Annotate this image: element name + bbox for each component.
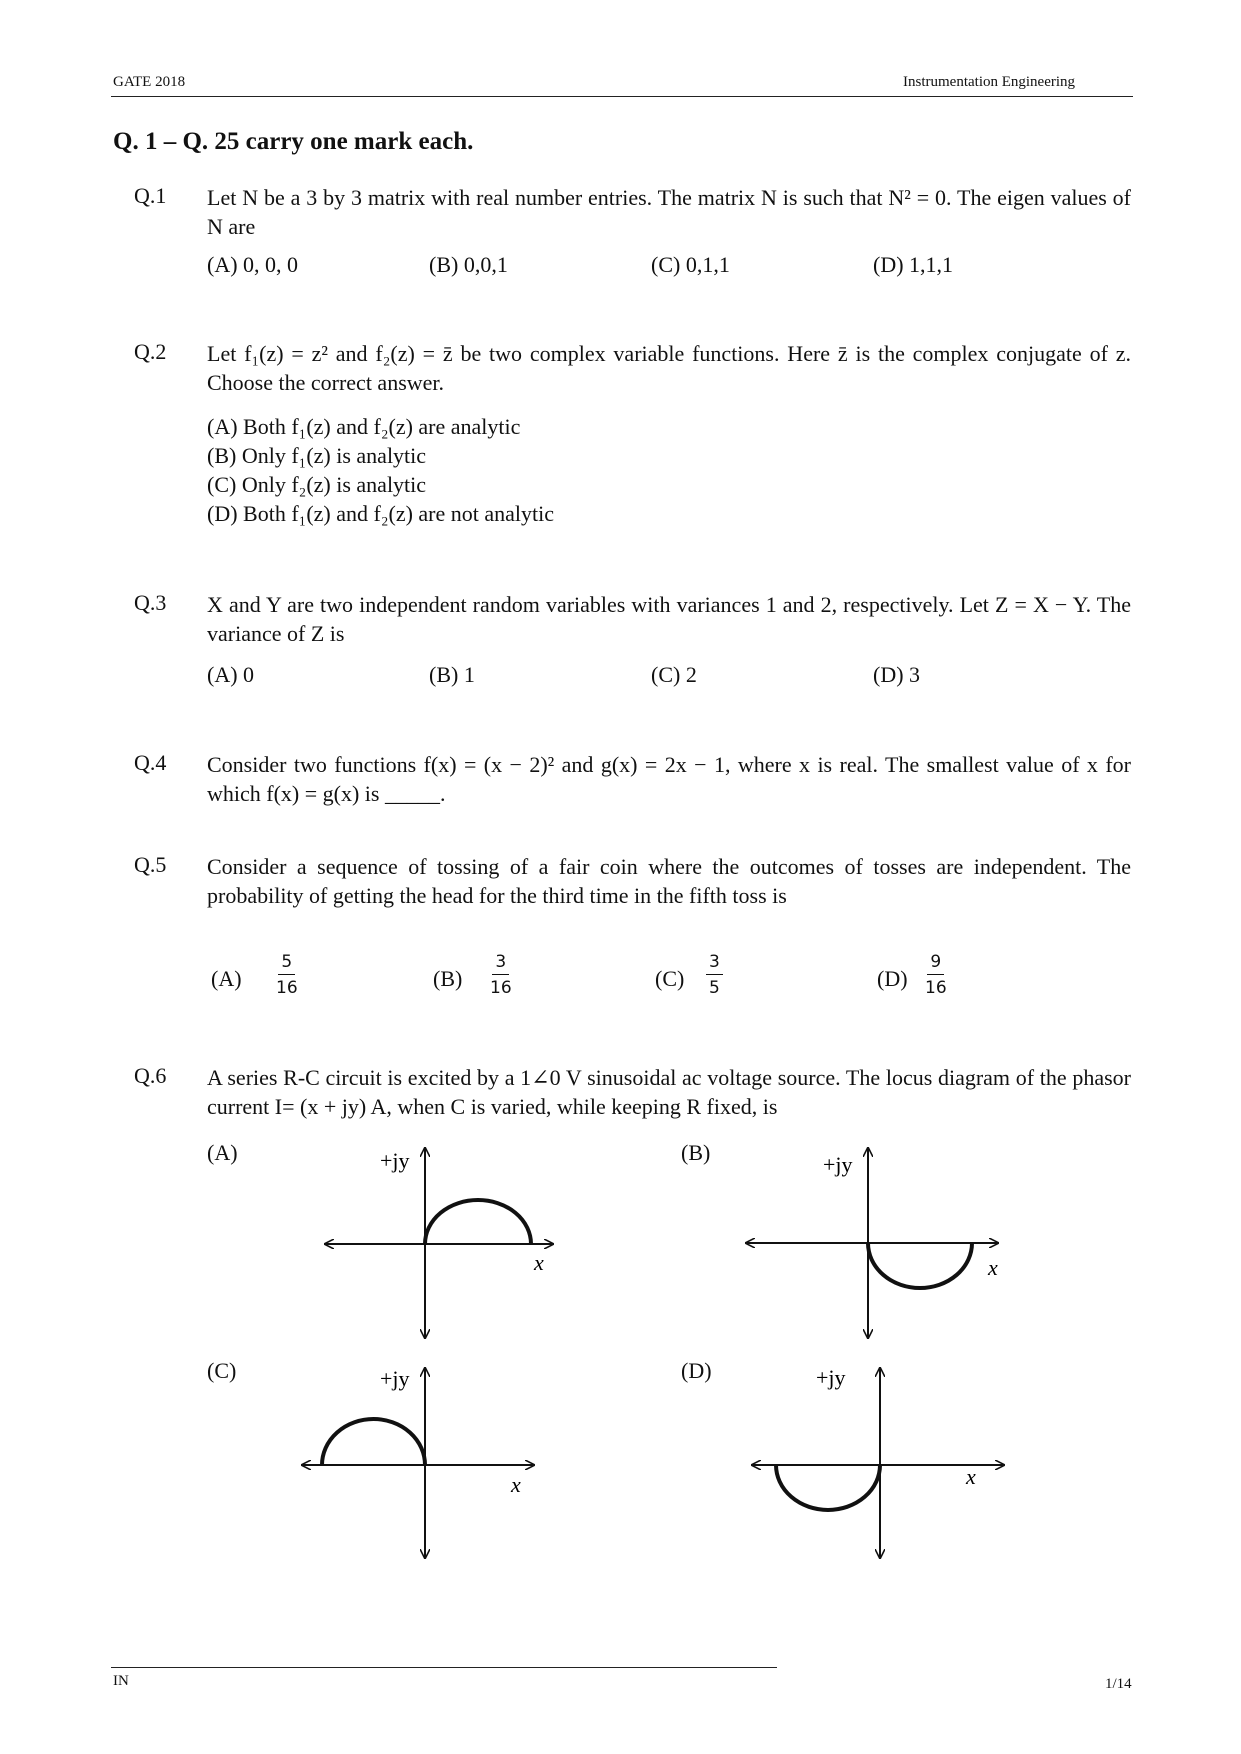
q6-diagram-d-y-label: +jy bbox=[816, 1365, 846, 1390]
q6-number: Q.6 bbox=[134, 1063, 167, 1088]
q4-number: Q.4 bbox=[134, 750, 167, 775]
q3-option-c[interactable]: (C) 2 bbox=[651, 662, 697, 687]
header-left: GATE 2018 bbox=[113, 74, 186, 90]
q2-text: Let f₁(z) = z² and f₂(z) = z̄ be two complex variable functions. Here z̄ is the complex conjugate of z. Choose the correct answer. bbox=[207, 341, 1131, 395]
q6-diagram-a[interactable] bbox=[325, 1148, 553, 1338]
q5-option-d-denominator: 16 bbox=[925, 978, 947, 998]
q6-diagram-d-locus bbox=[776, 1465, 880, 1510]
q3-option-a[interactable]: (A) 0 bbox=[207, 662, 255, 687]
q1-option-b[interactable]: (B) 0,0,1 bbox=[429, 252, 508, 277]
q6-diagram-b[interactable] bbox=[746, 1148, 998, 1338]
q5-option-b-label[interactable]: (B) bbox=[433, 966, 463, 991]
q6-option-c-label[interactable]: (C) bbox=[207, 1358, 237, 1383]
q6-diagram-a-locus bbox=[425, 1200, 531, 1244]
q5-text: Consider a sequence of tossing of a fair coin where the outcomes of tosses are independent. The probability of getting the head for the third time in the fifth toss is bbox=[207, 854, 1131, 908]
q5-option-c-denominator: 5 bbox=[709, 978, 720, 998]
q3-number: Q.3 bbox=[134, 590, 167, 615]
q2-option-d[interactable]: (D) Both f₁(z) and f₂(z) are not analytic bbox=[207, 501, 555, 526]
q3-option-b[interactable]: (B) 1 bbox=[429, 662, 475, 687]
footer-page-number: 1/14 bbox=[1105, 1676, 1132, 1692]
q2-option-b[interactable]: (B) Only f₁(z) is analytic bbox=[207, 443, 427, 468]
q5-option-d-label[interactable]: (D) bbox=[877, 966, 908, 991]
q1-text: Let N be a 3 by 3 matrix with real number entries. The matrix N is such that N² = 0. The eigen values of N are bbox=[207, 185, 1131, 239]
q1-option-c[interactable]: (C) 0,1,1 bbox=[651, 252, 730, 277]
q5-option-a-numerator: 5 bbox=[278, 952, 295, 975]
q6-diagram-d-x-label: x bbox=[966, 1464, 976, 1489]
q6-diagram-c-x-label: x bbox=[511, 1472, 521, 1497]
q6-option-b-label[interactable]: (B) bbox=[681, 1140, 711, 1165]
q5-number: Q.5 bbox=[134, 852, 167, 877]
q2-option-a[interactable]: (A) Both f₁(z) and f₂(z) are analytic bbox=[207, 414, 521, 439]
q6-diagram-a-y-label: +jy bbox=[380, 1148, 410, 1173]
q1-option-d[interactable]: (D) 1,1,1 bbox=[873, 252, 954, 277]
q6-diagram-d[interactable] bbox=[752, 1365, 1004, 1558]
footer-left: IN bbox=[113, 1673, 129, 1689]
q6-diagram-b-x-label: x bbox=[988, 1255, 998, 1280]
q2-option-c[interactable]: (C) Only f₂(z) is analytic bbox=[207, 472, 427, 497]
q6-diagram-c-locus bbox=[322, 1419, 425, 1465]
q5-option-b-denominator: 16 bbox=[490, 978, 512, 998]
q6-diagram-c-y-label: +jy bbox=[380, 1366, 410, 1391]
header-right: Instrumentation Engineering bbox=[903, 74, 1076, 90]
q2-number: Q.2 bbox=[134, 339, 167, 364]
q3-option-d[interactable]: (D) 3 bbox=[873, 662, 921, 687]
q6-diagram-a-x-label: x bbox=[534, 1250, 544, 1275]
q5-option-a-denominator: 16 bbox=[276, 978, 298, 998]
q5-option-c-numerator: 3 bbox=[706, 952, 723, 975]
footer-rule bbox=[111, 1667, 777, 1668]
q1-number: Q.1 bbox=[134, 183, 167, 208]
q5-option-d-numerator: 9 bbox=[927, 952, 944, 975]
q5-option-a-label[interactable]: (A) bbox=[211, 966, 242, 991]
q5-option-c-label[interactable]: (C) bbox=[655, 966, 685, 991]
q6-diagram-c[interactable] bbox=[302, 1366, 534, 1558]
q3-text: X and Y are two independent random variables with variances 1 and 2, respectively. Let Z = X − Y. The variance of Z is bbox=[207, 592, 1131, 646]
q4-text: Consider two functions f(x) = (x − 2)² and g(x) = 2x − 1, where x is real. The smallest value of x for which f(x) = g(x) is _____. bbox=[207, 752, 1131, 806]
q6-option-d-label[interactable]: (D) bbox=[681, 1358, 712, 1383]
q5-option-b-numerator: 3 bbox=[492, 952, 509, 975]
q6-option-a-label[interactable]: (A) bbox=[207, 1140, 238, 1165]
section-title: Q. 1 – Q. 25 carry one mark each. bbox=[113, 128, 474, 155]
q1-option-a[interactable]: (A) 0, 0, 0 bbox=[207, 252, 299, 277]
q6-diagram-b-locus bbox=[868, 1243, 972, 1288]
q6-diagram-b-y-label: +jy bbox=[823, 1152, 853, 1177]
q6-text: A series R-C circuit is excited by a 1∠0 V sinusoidal ac voltage source. The locus diagram of the phasor current I= (x + jy) A, when C is varied, while keeping R fixed, is bbox=[207, 1065, 1131, 1119]
